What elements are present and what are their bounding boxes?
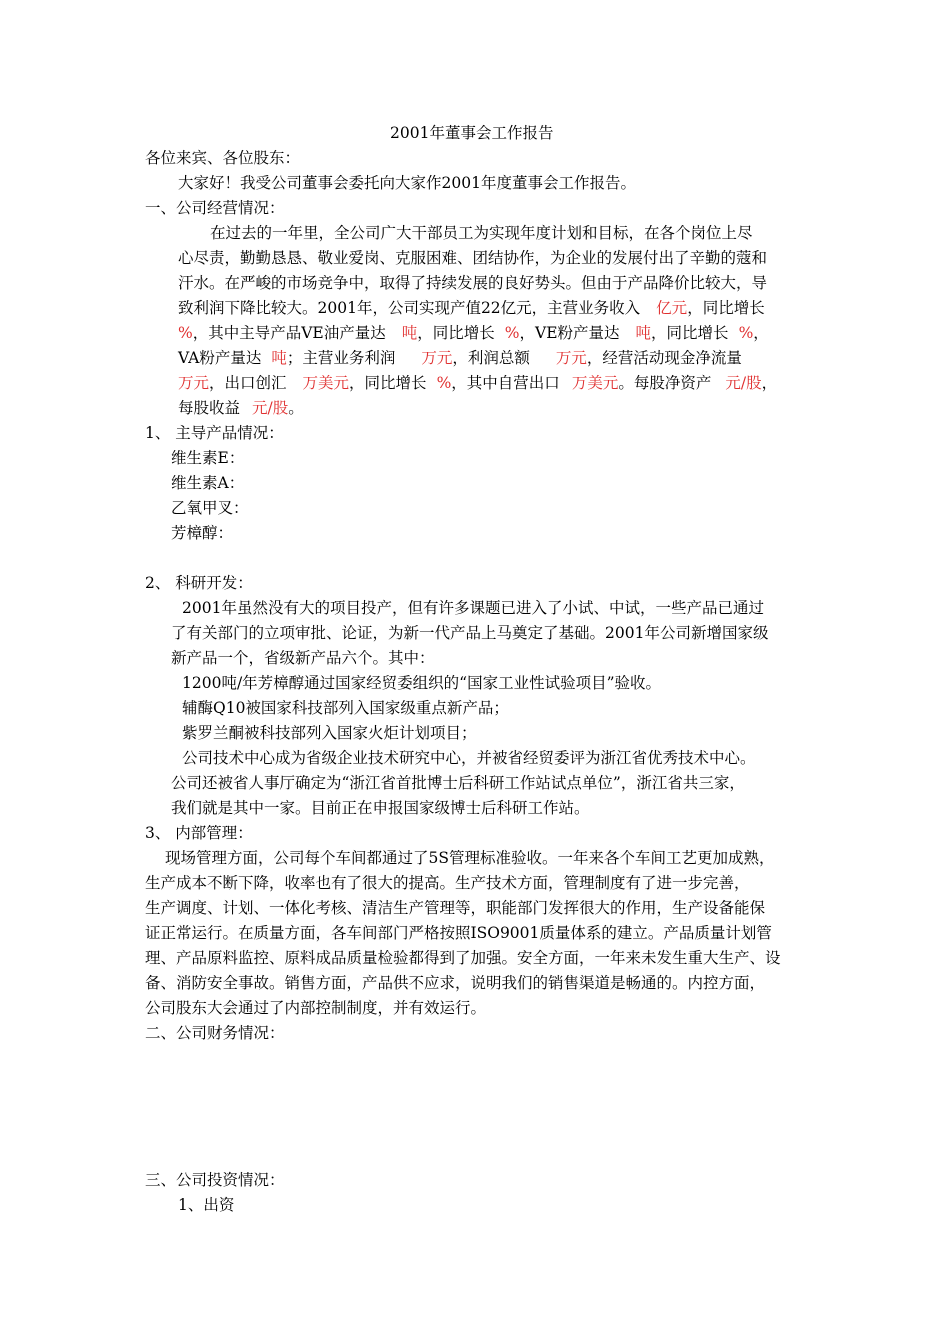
subsection-2-heading: 2、 科研开发： <box>145 574 253 592</box>
section-3-subitem: 1、出资 <box>178 1196 235 1214</box>
rd-paragraph-line: 2001年虽然没有大的项目投产，但有许多课题已进入了小试、中试，一些产品已通过 <box>182 599 764 617</box>
ve-oil-unit: 吨 <box>401 324 418 342</box>
s1-paragraph-line <box>178 396 304 420</box>
s1-text: 致利润下降比较大。2001年，公司实现产值22亿元，主营业务收入 <box>178 299 641 317</box>
intro-paragraph: 大家好！我受公司董事会委托向大家作2001年度董事会工作报告。 <box>178 174 636 192</box>
s1-paragraph-line: 心尽责，勤勤恳恳、敬业爱岗、克服困难、团结协作，为企业的发展付出了辛勤的蔻和 <box>178 249 768 267</box>
product-item: 乙氧甲叉： <box>171 499 249 517</box>
s1-paragraph-line <box>178 346 742 370</box>
profit-unit: 万元 <box>421 349 453 367</box>
s1-text: ，同比增长 <box>417 324 495 342</box>
product-item: 维生素E： <box>171 449 245 467</box>
cash-flow-unit: 万元 <box>178 374 210 392</box>
s1-text: 。每股净资产 <box>618 374 712 392</box>
section-2-heading: 二、公司财务情况： <box>145 1024 285 1042</box>
ve-powder-unit: 吨 <box>635 324 652 342</box>
s1-text: 每股收益 <box>178 399 241 417</box>
greeting: 各位来宾、各位股东： <box>145 149 301 167</box>
mgmt-paragraph-line: 生产成本不断下降，收率也有了很大的提高。生产技术方面，管理制度有了进一步完善， <box>145 874 750 892</box>
mgmt-paragraph-line: 备、消防安全事故。销售方面，产品供不应求，说明我们的销售渠道是畅通的。内控方面， <box>145 974 766 992</box>
mgmt-paragraph-line: 生产调度、计划、一体化考核、清洁生产管理等，职能部门发挥很大的作用，生产设备能保 <box>145 899 766 917</box>
s1-text: ，同比增长 <box>651 324 729 342</box>
s1-paragraph-line <box>178 321 769 345</box>
revenue-unit: 亿元 <box>656 299 688 317</box>
document-title: 2001年董事会工作报告 <box>390 124 554 142</box>
va-powder-unit: 吨 <box>271 349 287 367</box>
growth-unit: % <box>738 324 754 342</box>
mgmt-paragraph-line: 证正常运行。在质量方面，各车间部门严格按照ISO9001质量体系的建立。产品质量计划管 <box>145 924 772 942</box>
rd-paragraph-line: 我们就是其中一家。目前正在申报国家级博士后科研工作站。 <box>171 799 590 817</box>
section-3-heading: 三、公司投资情况： <box>145 1171 285 1189</box>
s1-paragraph-line: 在过去的一年里，全公司广大干部员工为实现年度计划和目标，在各个岗位上尽 <box>210 224 753 242</box>
growth-unit: % <box>178 324 193 342</box>
rd-paragraph-line: 公司还被省人事厅确定为“浙江省首批博士后科研工作站试点单位”，浙江省共三家， <box>171 774 745 792</box>
s1-text: ，利润总额 <box>452 349 530 367</box>
total-profit-unit: 万元 <box>555 349 587 367</box>
mgmt-paragraph-line: 现场管理方面，公司每个车间都通过了5S管理标准验收。一年来各个车间工艺更加成熟， <box>165 849 775 867</box>
s1-text: ， <box>761 374 778 392</box>
eps-unit: 元/股 <box>252 399 289 417</box>
subsection-3-heading: 3、 内部管理： <box>145 824 253 842</box>
growth-unit: % <box>504 324 520 342</box>
product-item: 维生素A： <box>171 474 245 492</box>
self-export-unit: 万美元 <box>571 374 619 392</box>
rd-item: 公司技术中心成为省级企业技术研究中心，并被省经贸委评为浙江省优秀技术中心。 <box>182 749 756 767</box>
mgmt-paragraph-line: 公司股东大会通过了内部控制制度，并有效运行。 <box>145 999 487 1017</box>
s1-text: ，VE粉产量达 <box>519 324 620 342</box>
s1-text: ， <box>753 324 769 342</box>
s1-paragraph-line <box>178 296 765 320</box>
s1-text: VA粉产量达 <box>178 349 262 367</box>
s1-text: ，其中主导产品VE油产量达 <box>192 324 386 342</box>
net-asset-unit: 元/股 <box>725 374 762 392</box>
s1-text: ，同比增长 <box>349 374 427 392</box>
section-1-heading: 一、公司经营情况： <box>145 199 285 217</box>
s1-text: 。 <box>288 399 304 417</box>
rd-item: 紫罗兰酮被科技部列入国家火炬计划项目； <box>182 724 477 742</box>
s1-text: ，其中自营出口 <box>451 374 560 392</box>
product-item: 芳樟醇： <box>171 524 234 542</box>
subsection-1-heading: 1、 主导产品情况： <box>145 424 284 442</box>
rd-item: 1200吨/年芳樟醇通过国家经贸委组织的“国家工业性试验项目”验收。 <box>182 674 662 692</box>
rd-item: 辅酶Q10被国家科技部列入国家级重点新产品； <box>182 699 509 717</box>
s1-text: ；主营业务利润 <box>286 349 396 367</box>
s1-text: ，出口创汇 <box>209 374 287 392</box>
s1-paragraph-line: 汗水。在严峻的市场竞争中，取得了持续发展的良好势头。但由于产品降价比较大，导 <box>178 274 768 292</box>
growth-unit: % <box>436 374 452 392</box>
s1-text: ，同比增长 <box>687 299 765 317</box>
rd-paragraph-line: 了有关部门的立项审批、论证，为新一代产品上马奠定了基础。2001年公司新增国家级 <box>171 624 769 642</box>
rd-paragraph-line: 新产品一个，省级新产品六个。其中： <box>171 649 435 667</box>
mgmt-paragraph-line: 理、产品原料监控、原料成品质量检验都得到了加强。安全方面，一年来未发生重大生产、设 <box>145 949 781 967</box>
export-unit: 万美元 <box>302 374 350 392</box>
s1-text: ，经营活动现金净流量 <box>586 349 742 367</box>
s1-paragraph-line <box>178 371 777 395</box>
